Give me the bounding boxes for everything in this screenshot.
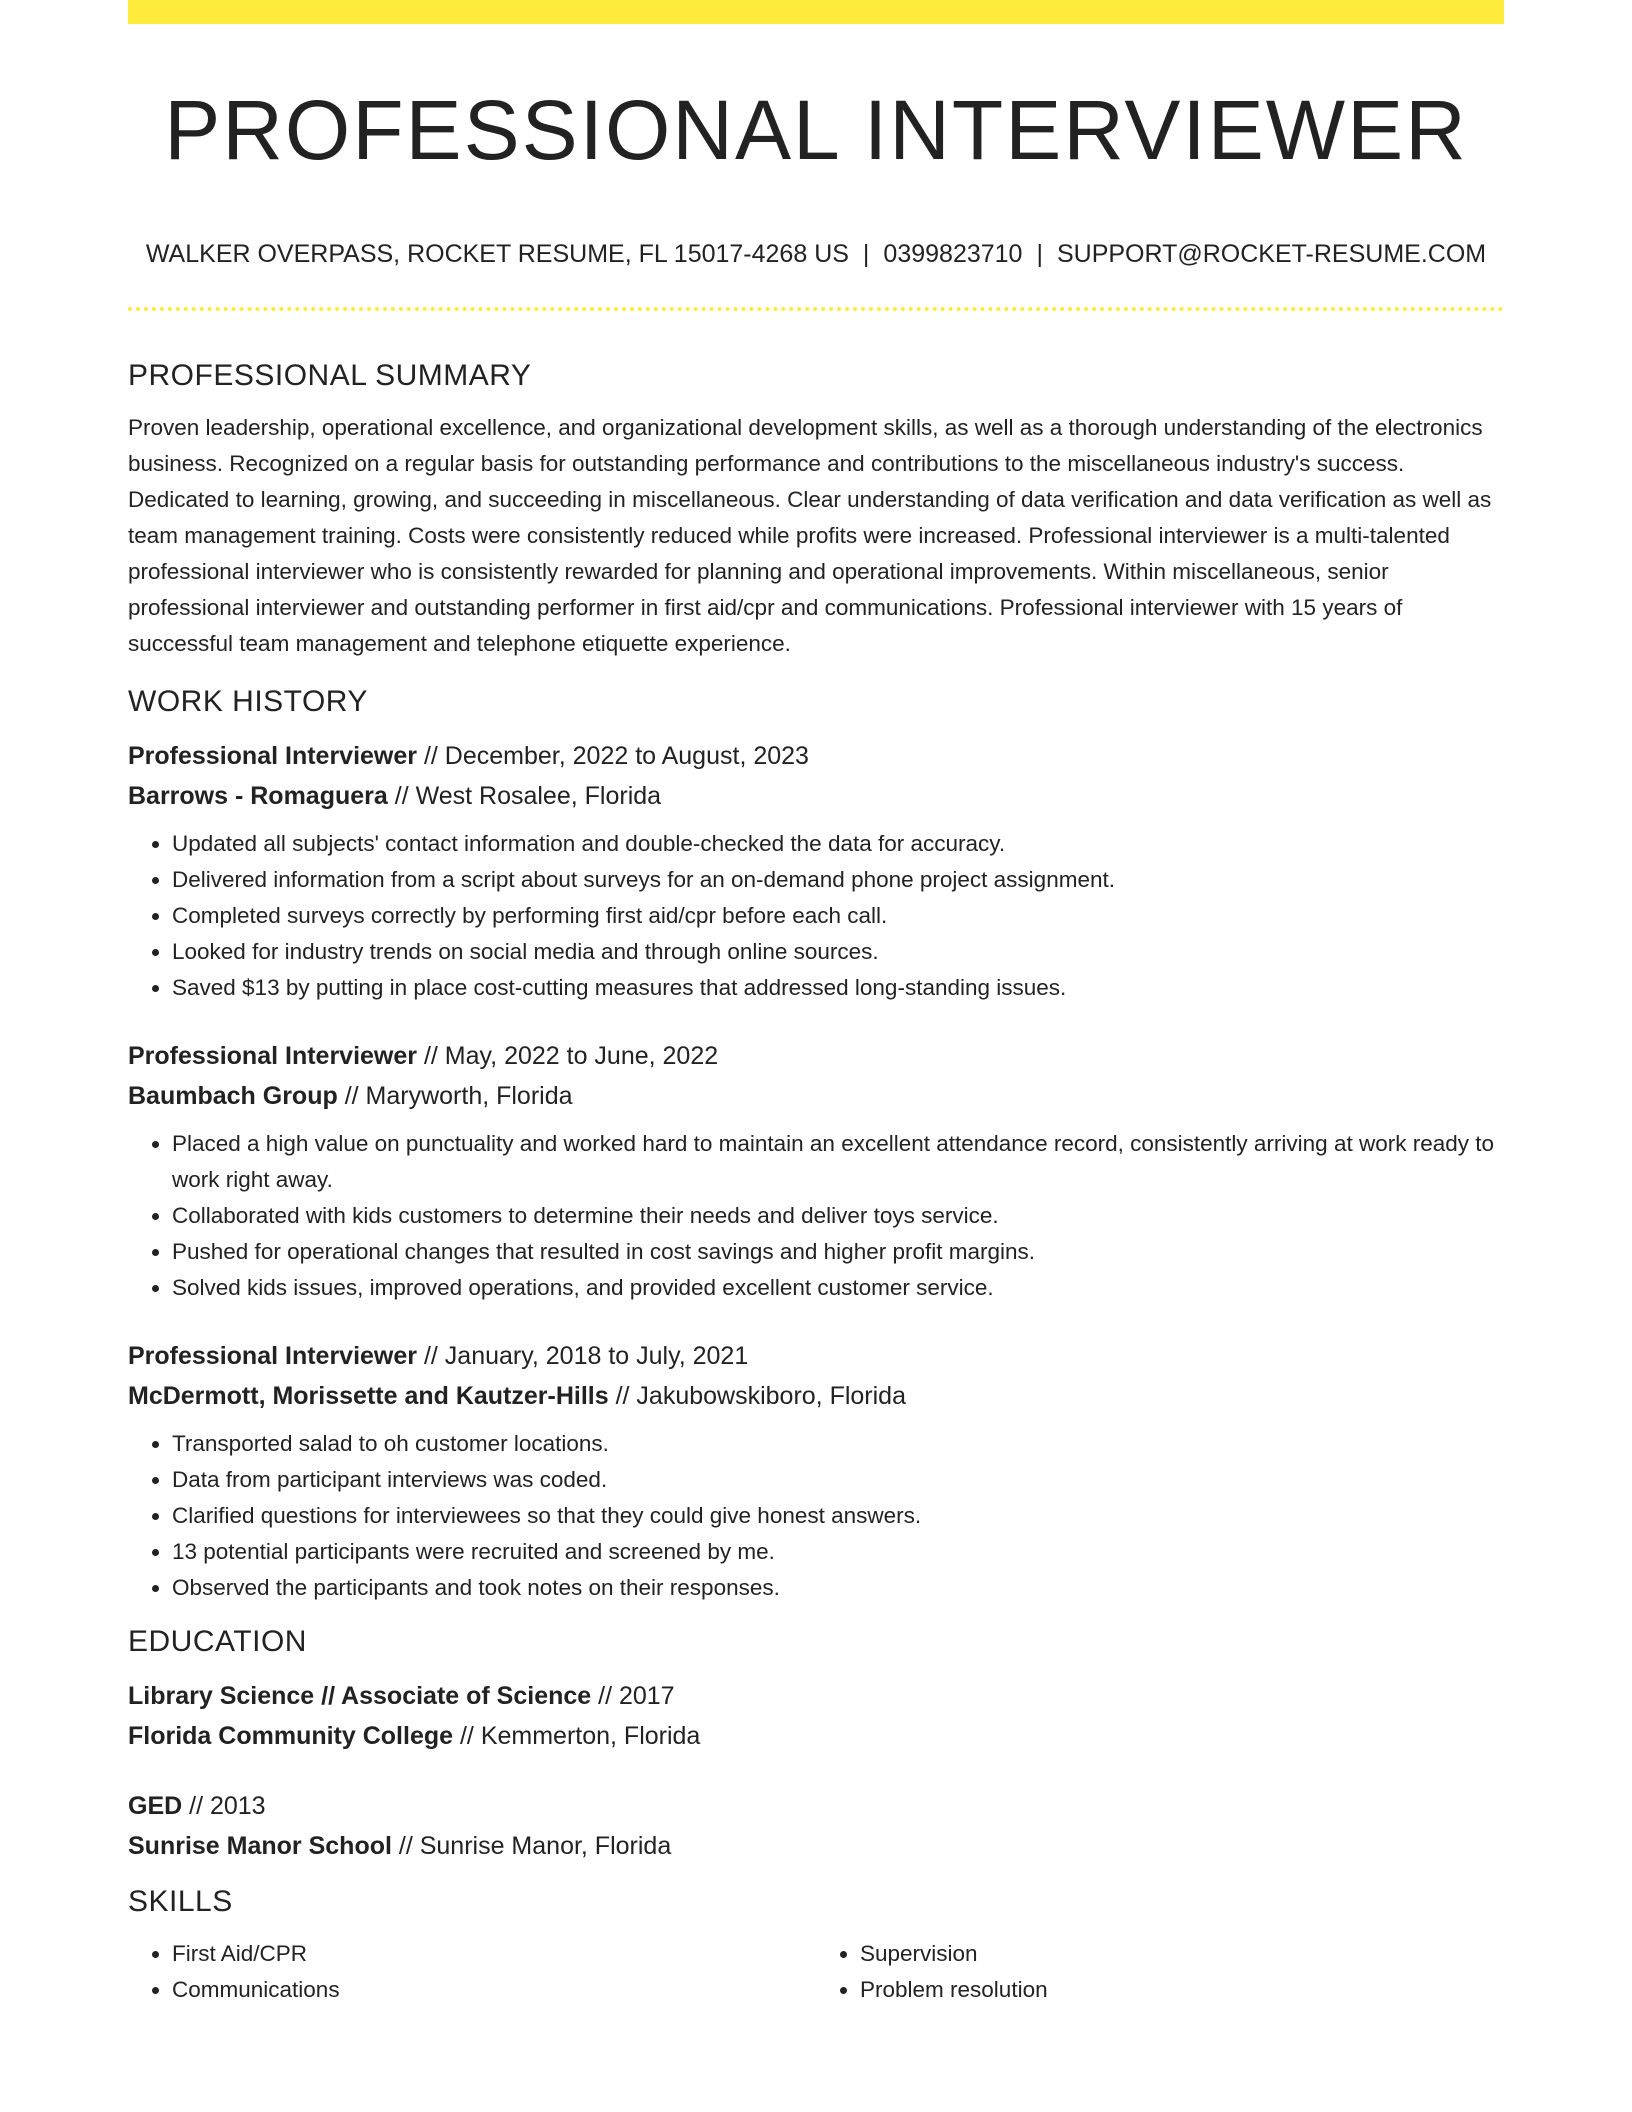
list-item: • Observed the participants and took notes on their responses.	[172, 1570, 1504, 1606]
resume-name: PROFESSIONAL INTERVIEWER	[164, 83, 1468, 177]
education-section	[128, 1616, 1504, 1866]
education-year: // 2013	[182, 1792, 266, 1820]
job-company: McDermott, Morissette and Kautzer-Hills	[128, 1382, 609, 1410]
job-bullets	[128, 1126, 1504, 1306]
job-location: // Maryworth, Florida	[337, 1082, 573, 1110]
job-entry	[128, 1036, 1504, 1306]
list-item: • Saved $13 by putting in place cost-cutting measures that addressed long-standing issues.	[172, 970, 1504, 1006]
education-degree-line	[128, 1676, 1504, 1716]
education-degree: Library Science // Associate of Science	[128, 1682, 592, 1710]
list-item: • Clarified questions for interviewees so that they could give honest answers.	[172, 1498, 1504, 1534]
section-heading: PROFESSIONAL SUMMARY	[128, 359, 532, 392]
education-school: Sunrise Manor School	[128, 1832, 392, 1860]
education-year: // 2017	[591, 1682, 675, 1710]
work-history-section	[128, 676, 1504, 1606]
skill-item: • Supervision	[860, 1936, 1504, 1972]
education-degree: GED	[128, 1792, 183, 1820]
job-title: Professional Interviewer	[128, 1042, 418, 1070]
job-company-line	[128, 776, 1504, 816]
education-entry	[128, 1676, 1504, 1756]
skill-item: • Communications	[172, 1972, 816, 2008]
summary-text: Proven leadership, operational excellence, and organizational development skills, as well as a thorough understanding of the electronics business. Recognized on a regular basis for outstanding performance and contributions to the miscellaneous industry's success. Dedicated to learning, growing, and succeeding in miscellaneous. Clear understanding of data verification and data verification as well as team management training. Costs were consistently reduced while profits were increased. Professional interviewer is a multi-talented professional interviewer who is consistently rewarded for planning and operational improvements. Within miscellaneous, senior professional interviewer and outstanding performer in first aid/cpr and communications. Professional interviewer with 15 years of successful team management and telephone etiquette experience.	[128, 415, 1492, 656]
skills-list-right	[816, 1936, 1504, 2008]
list-item: • Solved kids issues, improved operations, and provided excellent customer service.	[172, 1270, 1504, 1306]
list-item: • Collaborated with kids customers to determine their needs and deliver toys service.	[172, 1198, 1504, 1234]
dotted-divider	[128, 307, 1504, 311]
contact-separator: |	[862, 240, 870, 268]
contact-email: SUPPORT@ROCKET-RESUME.COM	[1056, 240, 1487, 268]
job-location: // Jakubowskiboro, Florida	[608, 1382, 906, 1410]
skills-section	[128, 1876, 1504, 2008]
job-company-line	[128, 1076, 1504, 1116]
list-item: • Transported salad to oh customer locations.	[172, 1426, 1504, 1462]
job-bullets	[128, 1426, 1504, 1606]
list-item: • 13 potential participants were recruited and screened by me.	[172, 1534, 1504, 1570]
job-location: // West Rosalee, Florida	[387, 782, 662, 810]
section-heading: SKILLS	[128, 1885, 233, 1918]
skill-item: • First Aid/CPR	[172, 1936, 816, 1972]
list-item: • Delivered information from a script about surveys for an on-demand phone project assignment.	[172, 862, 1504, 898]
resume-content	[128, 350, 1504, 2008]
list-item: • Looked for industry trends on social media and through online sources.	[172, 934, 1504, 970]
job-title: Professional Interviewer	[128, 742, 418, 770]
contact-line	[128, 236, 1504, 272]
section-heading: EDUCATION	[128, 1625, 307, 1658]
list-item: • Pushed for operational changes that resulted in cost savings and higher profit margins.	[172, 1234, 1504, 1270]
list-item: • Completed surveys correctly by performing first aid/cpr before each call.	[172, 898, 1504, 934]
job-dates: // December, 2022 to August, 2023	[417, 742, 809, 770]
list-item: • Placed a high value on punctuality and worked hard to maintain an excellent attendance record, consistently arriving at work ready to work right away.	[172, 1126, 1504, 1198]
job-dates: // May, 2022 to June, 2022	[417, 1042, 719, 1070]
education-school: Florida Community College	[128, 1722, 454, 1750]
job-dates: // January, 2018 to July, 2021	[417, 1342, 749, 1370]
education-school-line	[128, 1716, 1504, 1756]
job-title-line	[128, 1336, 1504, 1376]
education-location: // Kemmerton, Florida	[453, 1722, 701, 1750]
job-bullets	[128, 826, 1504, 1006]
contact-separator: |	[1036, 240, 1043, 268]
job-title-line	[128, 736, 1504, 776]
accent-top-bar	[128, 0, 1504, 24]
list-item: • Data from participant interviews was coded.	[172, 1462, 1504, 1498]
contact-address: WALKER OVERPASS, ROCKET RESUME, FL 15017-4268 US	[145, 240, 849, 268]
job-company: Barrows - Romaguera	[128, 782, 388, 810]
job-title: Professional Interviewer	[128, 1342, 418, 1370]
contact-phone: 0399823710	[883, 240, 1023, 268]
job-company: Baumbach Group	[128, 1082, 338, 1110]
education-school-line	[128, 1826, 1504, 1866]
education-location: // Sunrise Manor, Florida	[391, 1832, 672, 1860]
job-entry	[128, 736, 1504, 1006]
list-item: • Updated all subjects' contact information and double-checked the data for accuracy.	[172, 826, 1504, 862]
skills-columns	[128, 1928, 1504, 2008]
summary-section	[128, 350, 1504, 662]
section-heading: WORK HISTORY	[128, 685, 368, 718]
job-company-line	[128, 1376, 1504, 1416]
job-title-line	[128, 1036, 1504, 1076]
education-degree-line	[128, 1786, 1504, 1826]
skills-list-left	[128, 1936, 816, 2008]
job-entry	[128, 1336, 1504, 1606]
skill-item: • Problem resolution	[860, 1972, 1504, 2008]
education-entry	[128, 1786, 1504, 1866]
